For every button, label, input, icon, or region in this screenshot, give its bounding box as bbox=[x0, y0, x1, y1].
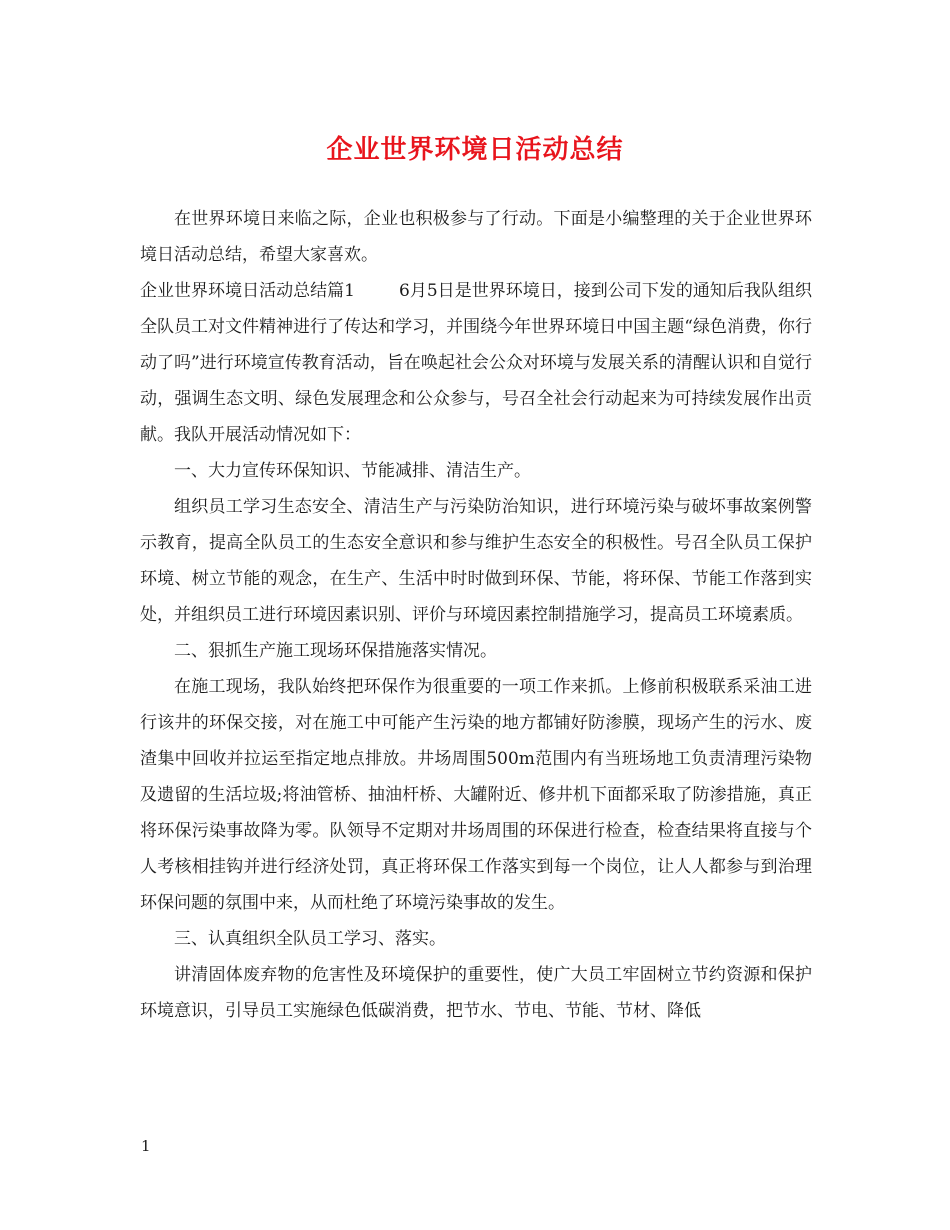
section1-body: 组织员工学习生态安全、清洁生产与污染防治知识，进行环境污染与破坏事故案例警示教育，提高全队员工的生态安全意识和参与维护生态安全的积极性。号召全队员工保护环境、树立节能的观念，在生产、生活中时时做到环保、节能，将环保、节能工作落到实处，并组织员工进行环境因素识别、评价与环境因素控制措施学习，提高员工环境素质。 bbox=[140, 497, 812, 625]
page-number: 1 bbox=[141, 1137, 151, 1155]
document-title: 企业世界环境日活动总结 bbox=[326, 135, 624, 165]
section3-heading: 三、认真组织全队员工学习、落实。 bbox=[174, 929, 446, 949]
intro-paragraph: 在世界环境日来临之际，企业也积极参与了行动。下面是小编整理的关于企业世界环境日活动总结，希望大家喜欢。 bbox=[140, 209, 812, 265]
article-first-text: 6月5日是世界环境日，接到公司下发的通知后我队组织全队员工对文件精神进行了传达和学习，并围绕今年世界环境日中国主题“绿色消费，你行动了吗”进行环境宣传教育活动，旨在唤起社会公众对环境与发展关系的清醒认识和自觉行动，强调生态文明、绿色发展理念和公众参与，号召全社会行动起来为可持续发展作出贡献。我队开展活动情况如下： bbox=[140, 281, 812, 445]
section1-heading: 一、大力宣传环保知识、节能减排、清洁生产。 bbox=[174, 461, 531, 481]
article-first-paragraph bbox=[140, 273, 812, 453]
article-heading: 企业世界环境日活动总结篇1 bbox=[140, 281, 355, 301]
document-body bbox=[140, 201, 812, 1029]
section3-body: 讲清固体废弃物的危害性及环境保护的重要性，使广大员工牢固树立节约资源和保护环境意识，引导员工实施绿色低碳消费，把节水、节电、节能、节材、降低 bbox=[140, 965, 812, 1021]
section2-body: 在施工现场，我队始终把环保作为很重要的一项工作来抓。上修前积极联系采油工进行该井的环保交接，对在施工中可能产生污染的地方都铺好防渗膜，现场产生的污水、废渣集中回收并拉运至指定地点排放。井场周围500m范围内有当班场地工负责清理污染物及遗留的生活垃圾;将油管桥、抽油杆桥、大罐附近、修井机下面都采取了防渗措施，真正将环保污染事故降为零。队领导不定期对井场周围的环保进行检查，检查结果将直接与个人考核相挂钩并进行经济处罚，真正将环保工作落实到每一个岗位，让人人都参与到治理环保问题的氛围中来，从而杜绝了环境污染事故的发生。 bbox=[140, 677, 812, 913]
section2-heading: 二、狠抓生产施工现场环保措施落实情况。 bbox=[174, 641, 497, 661]
